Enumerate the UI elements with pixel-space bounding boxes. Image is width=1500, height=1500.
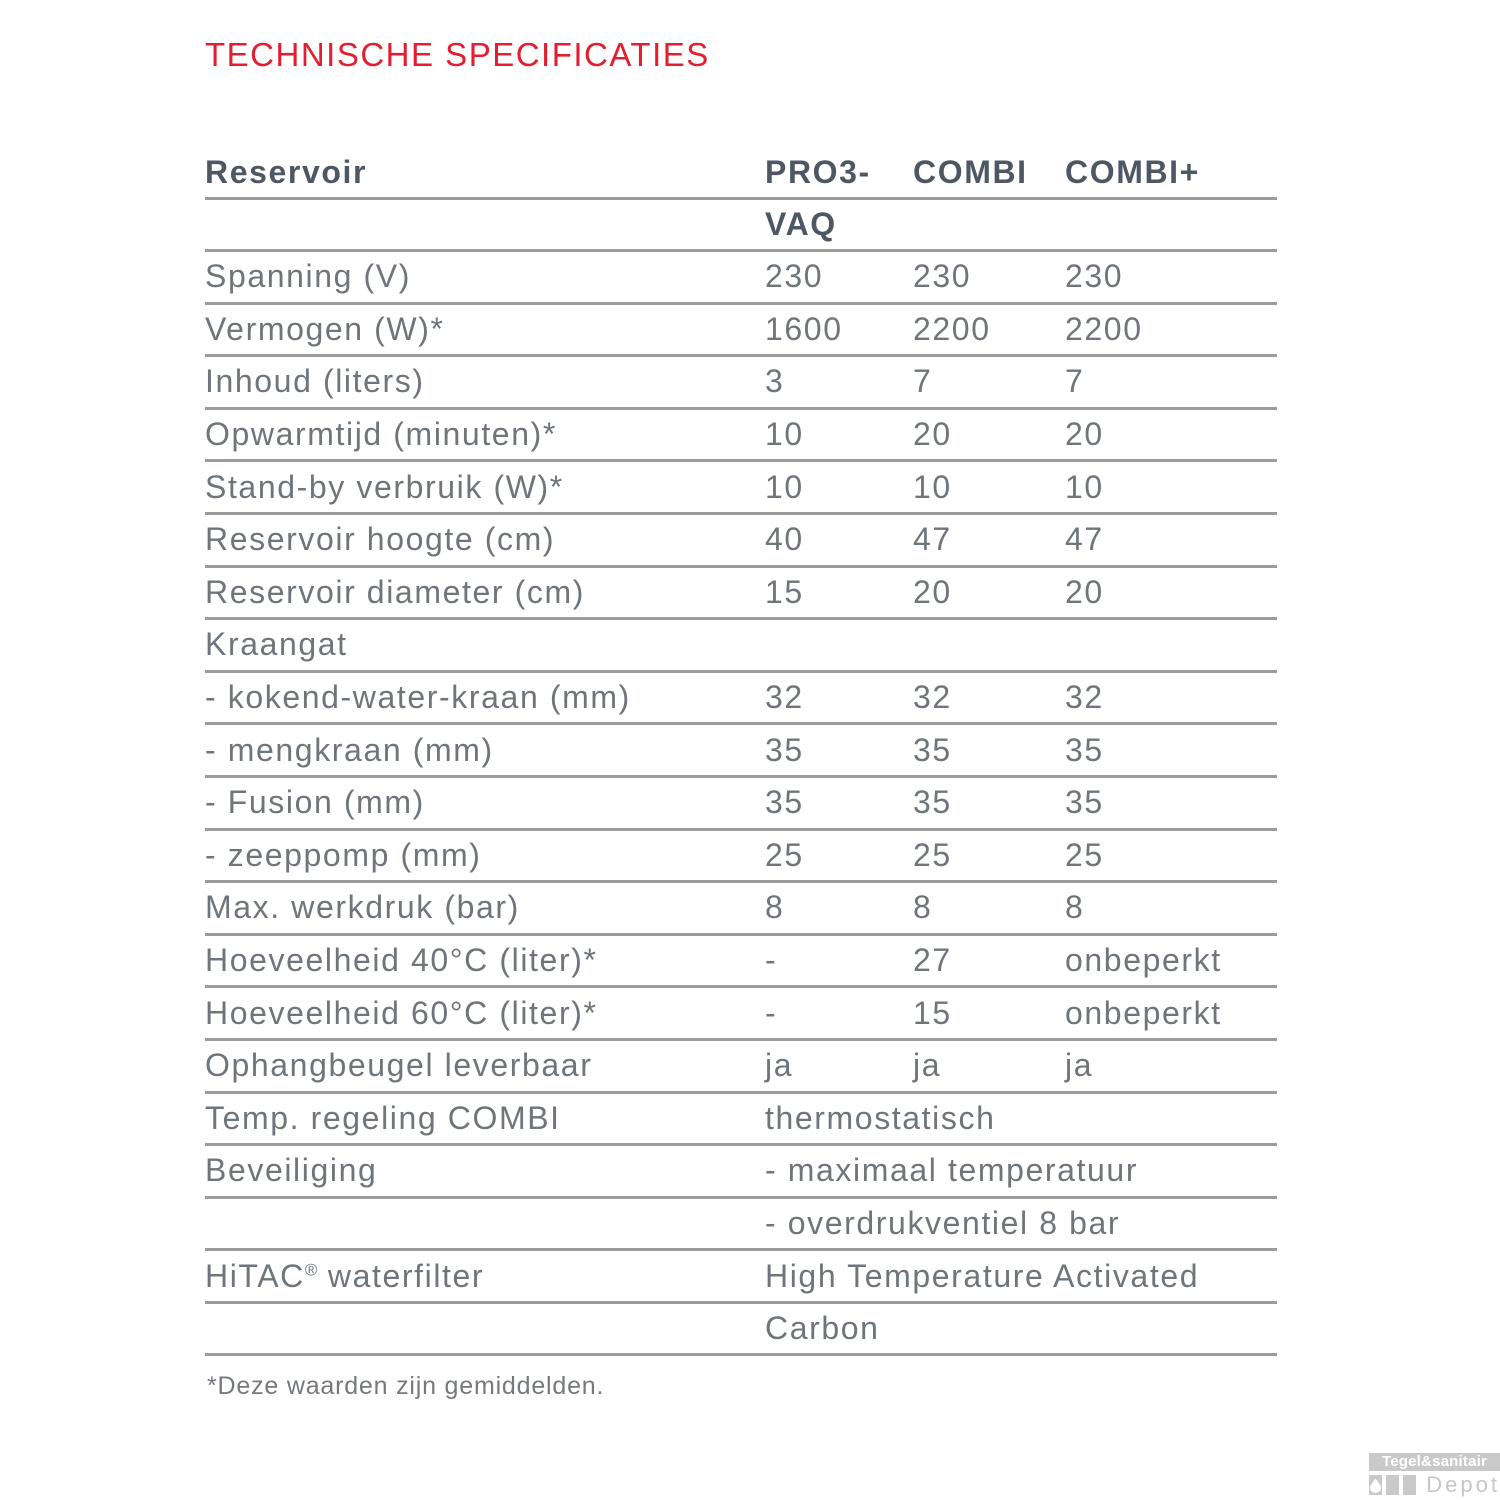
row-value: 230: [765, 258, 824, 295]
spec-table: [205, 147, 1277, 1356]
row-value: 10: [765, 416, 804, 453]
row-label: Ophangbeugel leverbaar: [205, 1047, 593, 1084]
row-value: 32: [913, 679, 952, 716]
row-label: Beveiliging: [205, 1152, 378, 1189]
row-label: - kokend-water-kraan (mm): [205, 679, 631, 716]
table-row: [205, 252, 1277, 305]
footnote: *Deze waarden zijn gemiddelden.: [207, 1372, 605, 1400]
row-value: 25: [765, 836, 804, 873]
row-value: 8: [913, 889, 933, 926]
table-row: [205, 778, 1277, 831]
logo-square: [1403, 1475, 1416, 1495]
row-label: Hoeveelheid 60°C (liter)*: [205, 994, 598, 1031]
row-label: Temp. regeling COMBI: [205, 1099, 561, 1136]
row-value: 10: [1065, 468, 1104, 505]
row-value: 20: [1065, 573, 1104, 610]
table-row: [205, 1146, 1277, 1199]
row-value: onbeperkt: [1065, 994, 1222, 1031]
row-label: Kraangat: [205, 626, 348, 663]
row-value: 27: [913, 942, 952, 979]
row-value: ja: [765, 1047, 794, 1084]
header-col-vaq: VAQ: [765, 206, 837, 242]
row-value: 20: [1065, 416, 1104, 453]
table-row: [205, 620, 1277, 673]
table-row: [205, 988, 1277, 1041]
table-row: [205, 936, 1277, 989]
logo-brand-text: Tegel&sanitair: [1369, 1453, 1500, 1471]
row-value: 35: [765, 784, 804, 821]
row-label: Vermogen (W)*: [205, 310, 445, 347]
row-value: 3: [765, 363, 785, 400]
header-col-pro3: PRO3-: [765, 153, 871, 190]
row-value: 25: [1065, 836, 1104, 873]
logo-square: [1386, 1475, 1399, 1495]
row-label: Hoeveelheid 40°C (liter)*: [205, 942, 598, 979]
brand-logo: [1369, 1453, 1500, 1495]
header-label: Reservoir: [205, 153, 368, 190]
row-value: 2200: [913, 310, 991, 347]
table-row: [205, 462, 1277, 515]
row-value: 20: [913, 416, 952, 453]
logo-bottom-row: [1369, 1472, 1500, 1497]
row-label: Reservoir diameter (cm): [205, 573, 585, 610]
row-value: 1600: [765, 310, 843, 347]
row-value: 47: [913, 521, 952, 558]
row-value: ja: [913, 1047, 942, 1084]
table-row: [205, 1251, 1277, 1304]
row-span-value: thermostatisch: [765, 1099, 996, 1136]
table-row: [205, 1199, 1277, 1252]
table-header-row-2: [205, 200, 1277, 252]
row-span-value: - overdrukventiel 8 bar: [765, 1204, 1121, 1241]
table-row: [205, 568, 1277, 621]
row-span-value: Carbon: [765, 1310, 880, 1347]
table-row: [205, 515, 1277, 568]
row-label: - Fusion (mm): [205, 784, 425, 821]
row-value: ja: [1065, 1047, 1094, 1084]
row-value: 7: [1065, 363, 1085, 400]
logo-depot-text: Depot: [1426, 1472, 1500, 1497]
row-value: 47: [1065, 521, 1104, 558]
row-value: 20: [913, 573, 952, 610]
row-value: 15: [765, 573, 804, 610]
row-value: 230: [1065, 258, 1124, 295]
table-row: [205, 1094, 1277, 1147]
row-value: onbeperkt: [1065, 942, 1222, 979]
row-label: Reservoir hoogte (cm): [205, 521, 556, 558]
row-value: -: [765, 942, 778, 979]
row-value: 35: [1065, 784, 1104, 821]
row-value: 7: [913, 363, 933, 400]
row-label: Max. werkdruk (bar): [205, 889, 520, 926]
table-body: [205, 252, 1277, 1356]
droplet-icon: [1369, 1475, 1382, 1495]
row-value: 15: [913, 994, 952, 1031]
row-label: - zeeppomp (mm): [205, 836, 482, 873]
row-label: Inhoud (liters): [205, 363, 425, 400]
table-row: [205, 1304, 1277, 1357]
row-label: Stand-by verbruik (W)*: [205, 468, 564, 505]
row-value: 35: [913, 731, 952, 768]
row-value: 2200: [1065, 310, 1143, 347]
row-value: 35: [1065, 731, 1104, 768]
row-value: 8: [765, 889, 785, 926]
row-value: 35: [913, 784, 952, 821]
row-value: 10: [913, 468, 952, 505]
table-row: [205, 1041, 1277, 1094]
row-span-value: - maximaal temperatuur: [765, 1152, 1139, 1189]
row-value: 32: [765, 679, 804, 716]
table-row: [205, 673, 1277, 726]
row-value: 10: [765, 468, 804, 505]
row-label: - mengkraan (mm): [205, 731, 494, 768]
page-title: TECHNISCHE SPECIFICATIES: [205, 36, 710, 73]
row-value: 32: [1065, 679, 1104, 716]
row-label: HiTAC® waterfilter: [205, 1257, 485, 1294]
table-row: [205, 357, 1277, 410]
row-value: 35: [765, 731, 804, 768]
header-col-combiplus: COMBI+: [1065, 153, 1200, 190]
table-row: [205, 831, 1277, 884]
table-header-row: [205, 147, 1277, 200]
row-value: 40: [765, 521, 804, 558]
row-label: Spanning (V): [205, 258, 411, 295]
row-span-value: High Temperature Activated: [765, 1257, 1200, 1294]
table-row: [205, 725, 1277, 778]
row-value: 8: [1065, 889, 1085, 926]
table-row: [205, 883, 1277, 936]
row-value: 230: [913, 258, 972, 295]
row-label: Opwarmtijd (minuten)*: [205, 416, 557, 453]
table-row: [205, 410, 1277, 463]
row-value: 25: [913, 836, 952, 873]
table-row: [205, 305, 1277, 358]
header-col-combi: COMBI: [913, 153, 1028, 190]
row-value: -: [765, 994, 778, 1031]
